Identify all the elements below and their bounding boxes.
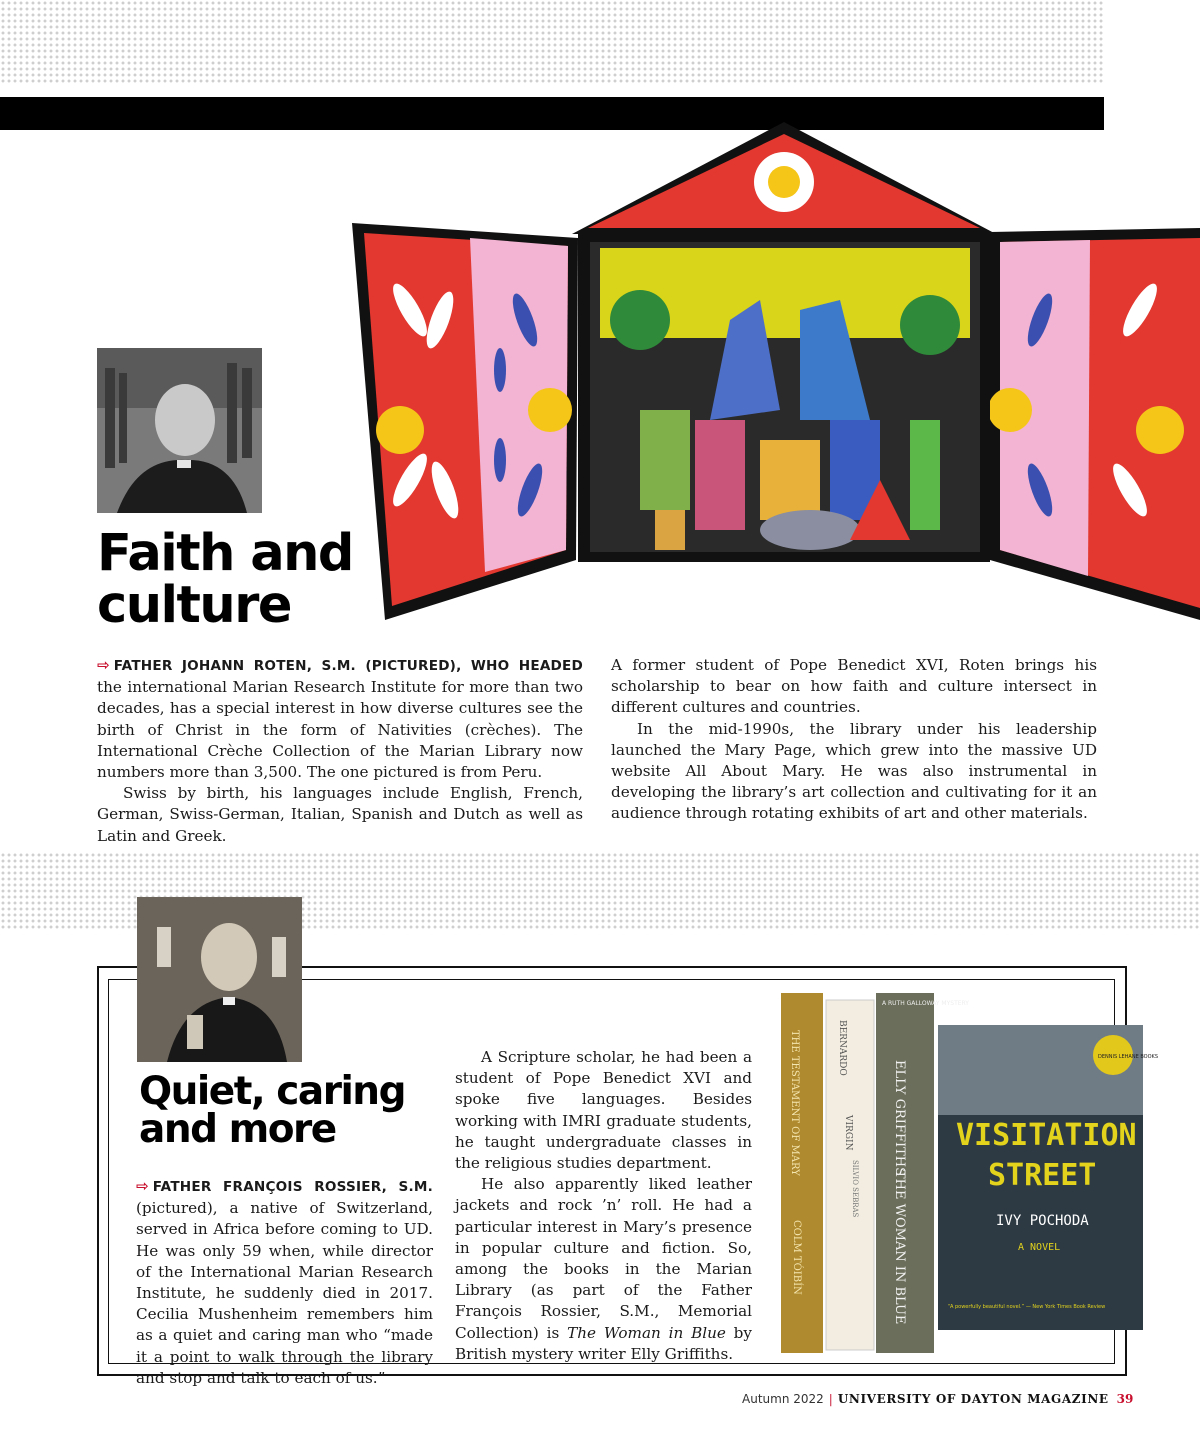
spine-text: BERNARDO — [837, 1020, 847, 1076]
headline-line: Faith and — [97, 524, 353, 583]
spine-text: VIRGIN — [843, 1115, 853, 1151]
headline-line: and more — [139, 1107, 336, 1152]
page-number: 39 — [1116, 1392, 1134, 1406]
spine-text: THE WOMAN IN BLUE — [892, 1170, 907, 1325]
paragraph: In the mid-1990s, the library under his leadership launched the Mary Page, which grew into the massive UD website All About Mary. He was also instrumental in developing the library’s art collection and cultivating for it an audience through rotating exhibits of art and other materials. — [611, 719, 1097, 823]
spine-text: SILVIO SEBRAS — [851, 1160, 859, 1218]
paragraph-text: the international Marian Research Institute for more than two decades, has a special interest in how diverse cultures see the birth of Christ in the form of Nativities (crèches). The International Crèche Collection of the Marian Library now numbers more than 3,500. The one pictured is from Peru. — [97, 678, 583, 782]
headline-line: culture — [97, 576, 291, 635]
cover-subtitle: A NOVEL — [1018, 1242, 1061, 1253]
paragraph: A former student of Pope Benedict XVI, Roten brings his scholarship to bear on how faith and culture intersect in different cultures and countries. — [611, 656, 1097, 717]
arrow-icon: ⇨ — [97, 656, 110, 674]
headline-line: Quiet, caring — [139, 1069, 405, 1114]
footer-separator: | — [828, 1392, 833, 1406]
paragraph — [97, 655, 583, 783]
paragraph-text: He also apparently liked leather jackets and rock ’n’ roll. He had a particular interest in Mary’s presence in popular culture and fiction. So, among the books in the Marian Library (as part of the Father François Rossier, S.M., Memorial Collection) is — [455, 1175, 752, 1342]
sidebar-column-1 — [136, 1176, 433, 1389]
spine-text: THE TESTAMENT OF MARY — [789, 1030, 800, 1176]
article-column-2 — [611, 655, 1097, 825]
book-title: The Woman in Blue — [567, 1323, 726, 1342]
footer-magazine-name: UNIVERSITY OF DAYTON MAGAZINE — [837, 1392, 1109, 1406]
headline-faith-and-culture — [97, 524, 357, 635]
spine-text: COLM TÓIBÍN — [791, 1220, 802, 1295]
headline-quiet-caring — [139, 1069, 439, 1152]
article-column-1 — [97, 655, 583, 847]
lead-in: FATHER FRANÇOIS ROSSIER, S.M. — [152, 1179, 433, 1195]
cover-author: IVY POCHODA — [996, 1213, 1089, 1229]
cover-title: VISITATION — [956, 1118, 1137, 1153]
paragraph — [136, 1176, 433, 1389]
footer-season: Autumn 2022 — [742, 1392, 824, 1406]
paragraph: A Scripture scholar, he had been a student of Pope Benedict XVI and spoke five languages. Besides working with IMRI graduate students, he taught undergraduate classes in the religious studies department. — [455, 1048, 752, 1173]
lead-in: FATHER JOHANN ROTEN, S.M. (PICTURED), WHO HEADED — [113, 658, 583, 674]
nativity-retablo-image — [350, 120, 1200, 630]
paragraph-text: (pictured), a native of Switzerland, served in Africa before coming to UD. He was only 59 when, while director of the International Marian Research Institute, he suddenly died in 2017. Cecilia Mushenheim remembers him as a quiet and caring man who “made it a point to walk through the library and stop and talk to each of us.” — [136, 1199, 433, 1387]
portrait-francois-rossier — [137, 897, 302, 1062]
paragraph: Swiss by birth, his languages include English, French, German, Swiss-German, Italian, Spanish and Dutch as well as Latin and Greek. — [97, 784, 583, 845]
sidebar-column-2 — [455, 1005, 752, 1365]
books-image — [778, 990, 1159, 1360]
spine-text: ELLY GRIFFITHS — [892, 1060, 907, 1177]
cover-badge: DENNIS LEHANE BOOKS — [1098, 1054, 1159, 1060]
paragraph — [455, 1174, 752, 1365]
dotted-band-top — [0, 0, 1104, 84]
cover-title: STREET — [988, 1158, 1097, 1193]
page-footer — [742, 1392, 1134, 1406]
arrow-icon: ⇨ — [136, 1177, 149, 1195]
portrait-johann-roten — [97, 348, 262, 513]
spine-text: A RUTH GALLOWAY MYSTERY — [882, 1000, 969, 1007]
paragraph-text: by British mystery writer Elly Griffiths. — [455, 1323, 752, 1363]
cover-blurb: “A powerfully beautiful novel.” — New York Times Book Review — [948, 1304, 1106, 1310]
